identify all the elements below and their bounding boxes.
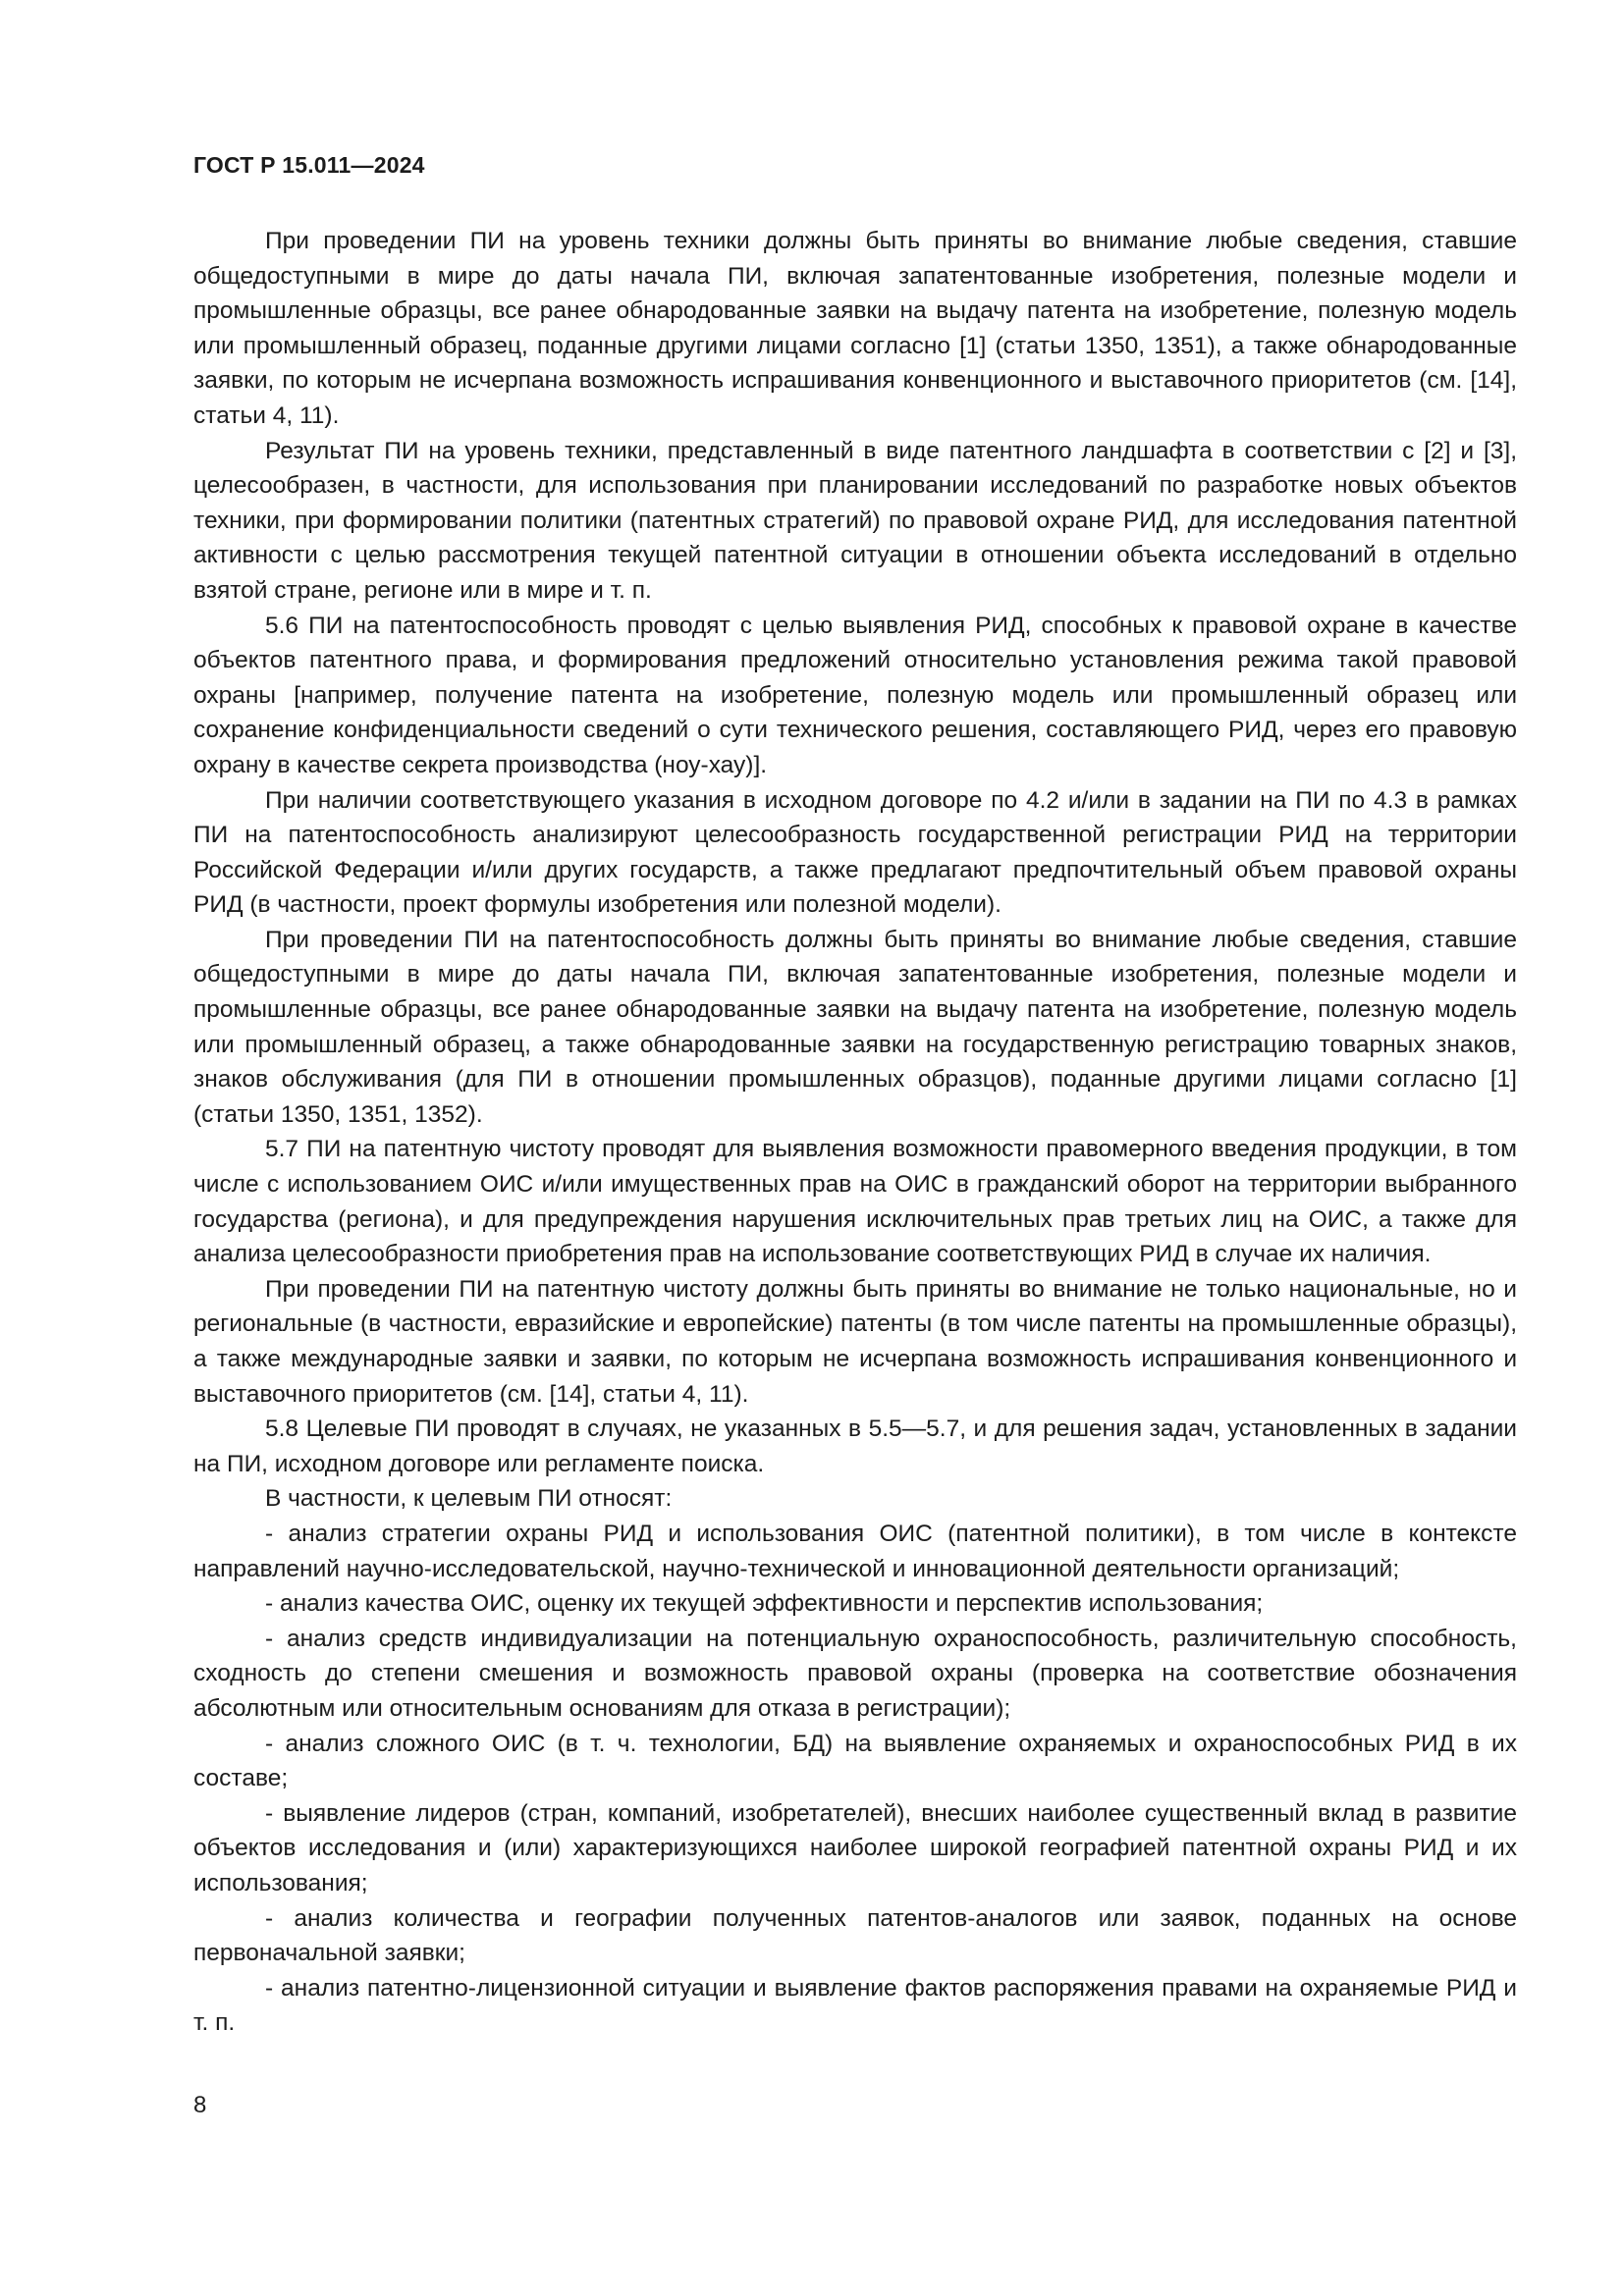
list-item-patent-family-analysis: - анализ количества и географии полученных патентов-аналогов или заявок, поданных на основе первоначальной заявки; (193, 1904, 1517, 1967)
paragraph-clause-5-8: 5.8 Целевые ПИ проводят в случаях, не указанных в 5.5—5.7, и для решения задач, установленных в задании на ПИ, исходном договоре или регламенте поиска. (193, 1415, 1517, 1477)
list-item-licensing-analysis: - анализ патентно-лицензионной ситуации и выявление фактов распоряжения правами на охраняемые РИД и т. п. (193, 1974, 1517, 2037)
paragraph-patent-clearance-scope: При проведении ПИ на патентную чистоту должны быть приняты во внимание не только национальные, но и региональные (в частности, евразийские и европейские) патенты (в том числе патенты на промышленные образцы), а также международные заявки и заявки, по которым не исчерпана возможность испрашивания конвенционного и выставочного приоритетов (см. [14], статьи 4, 11). (193, 1275, 1517, 1408)
document-body (193, 224, 1517, 2041)
page-number: 8 (193, 2092, 207, 2118)
paragraph-patent-landscape: Результат ПИ на уровень техники, представленный в виде патентного ландшафта в соответствии с [2] и [3], целесообразен, в частности, для использования при планировании исследований по разработке новых объектов техники, при формировании политики (патентных стратегий) по правовой охране РИД, для исследования патентной активности с целью рассмотрения текущей патентной ситуации в отношении объекта исследований в отдельно взятой стране, регионе или в мире и т. п. (193, 437, 1517, 604)
list-item-strategy-analysis: - анализ стратегии охраны РИД и использования ОИС (патентной политики), в том числе в контексте направлений научно-исследовательской, научно-технической и инновационной деятельности организаций; (193, 1520, 1517, 1582)
list-item-quality-analysis: - анализ качества ОИС, оценку их текущей эффективности и перспектив использования; (265, 1590, 1264, 1618)
paragraph-clause-5-6: 5.6 ПИ на патентоспособность проводят с целью выявления РИД, способных к правовой охране в качестве объектов патентного права, и формирования предложений относительно установления режима такой правовой охраны [например, получение патента на изобретение, полезную модель или промышленный образец или сохранение конфиденциальности сведений о сути технического решения, составляющего РИД, через его правовую охрану в качестве секрета производства (ноу-хау)]. (193, 612, 1517, 778)
paragraph-prior-art-search-scope: При проведении ПИ на уровень техники должны быть приняты во внимание любые сведения, ставшие общедоступными в мире до даты начала ПИ, включая запатентованные изобретения, полезные модели и промышленные образцы, все ранее обнародованные заявки на выдачу патента на изобретение, полезную модель или промышленный образец, поданные другими лицами согласно [1] (статьи 1350, 1351), а также обнародованные заявки, по которым не исчерпана возможность испрашивания конвенционного и выставочного приоритетов (см. [14], статьи 4, 11). (193, 228, 1517, 429)
document-code-header: ГОСТ Р 15.011—2024 (193, 152, 425, 178)
paragraph-patentability-search-scope: При проведении ПИ на патентоспособность должны быть приняты во внимание любые сведения, ставшие общедоступными в мире до даты начала ПИ, включая запатентованные изобретения, полезные модели и промышленные образцы, все ранее обнародованные заявки на выдачу патента на изобретение, полезную модель или промышленный образец, а также обнародованные заявки на государственную регистрацию товарных знаков, знаков обслуживания (для ПИ в отношении промышленных образцов), поданные другими лицами согласно [1] (статьи 1350, 1351, 1352). (193, 926, 1517, 1128)
list-item-leaders-identification: - выявление лидеров (стран, компаний, изобретателей), внесших наиболее существенный вклад в развитие объектов исследования и (или) характеризующихся наиболее широкой географией патентной охраны РИД и их использования; (193, 1799, 1517, 1896)
paragraph-registration-analysis: При наличии соответствующего указания в исходном договоре по 4.2 и/или в задании на ПИ по 4.3 в рамках ПИ на патентоспособность анализируют целесообразность государственной регистрации РИД на территории Российской Федерации и/или других государств, а также предлагают предпочтительный объем правовой охраны РИД (в частности, проект формулы изобретения или полезной модели). (193, 786, 1517, 919)
paragraph-targeted-search-intro: В частности, к целевым ПИ относят: (265, 1485, 673, 1513)
list-item-trademark-analysis: - анализ средств индивидуализации на потенциальную охраноспособность, различительную способность, сходность до степени смешения и возможность правовой охраны (проверка на соответствие обозначения абсолютным или относительным основаниям для отказа в регистрации); (193, 1625, 1517, 1722)
paragraph-clause-5-7: 5.7 ПИ на патентную чистоту проводят для выявления возможности правомерного введения продукции, в том числе с использованием ОИС и/или имущественных прав на ОИС в гражданский оборот на территории выбранного государства (региона), и для предупреждения нарушения исключительных прав третьих лиц на ОИС, а также для анализа целесообразности приобретения прав на использование соответствующих РИД в случае их наличия. (193, 1136, 1517, 1268)
list-item-complex-ip-analysis: - анализ сложного ОИС (в т. ч. технологии, БД) на выявление охраняемых и охраноспособных РИД в их составе; (193, 1730, 1517, 1792)
